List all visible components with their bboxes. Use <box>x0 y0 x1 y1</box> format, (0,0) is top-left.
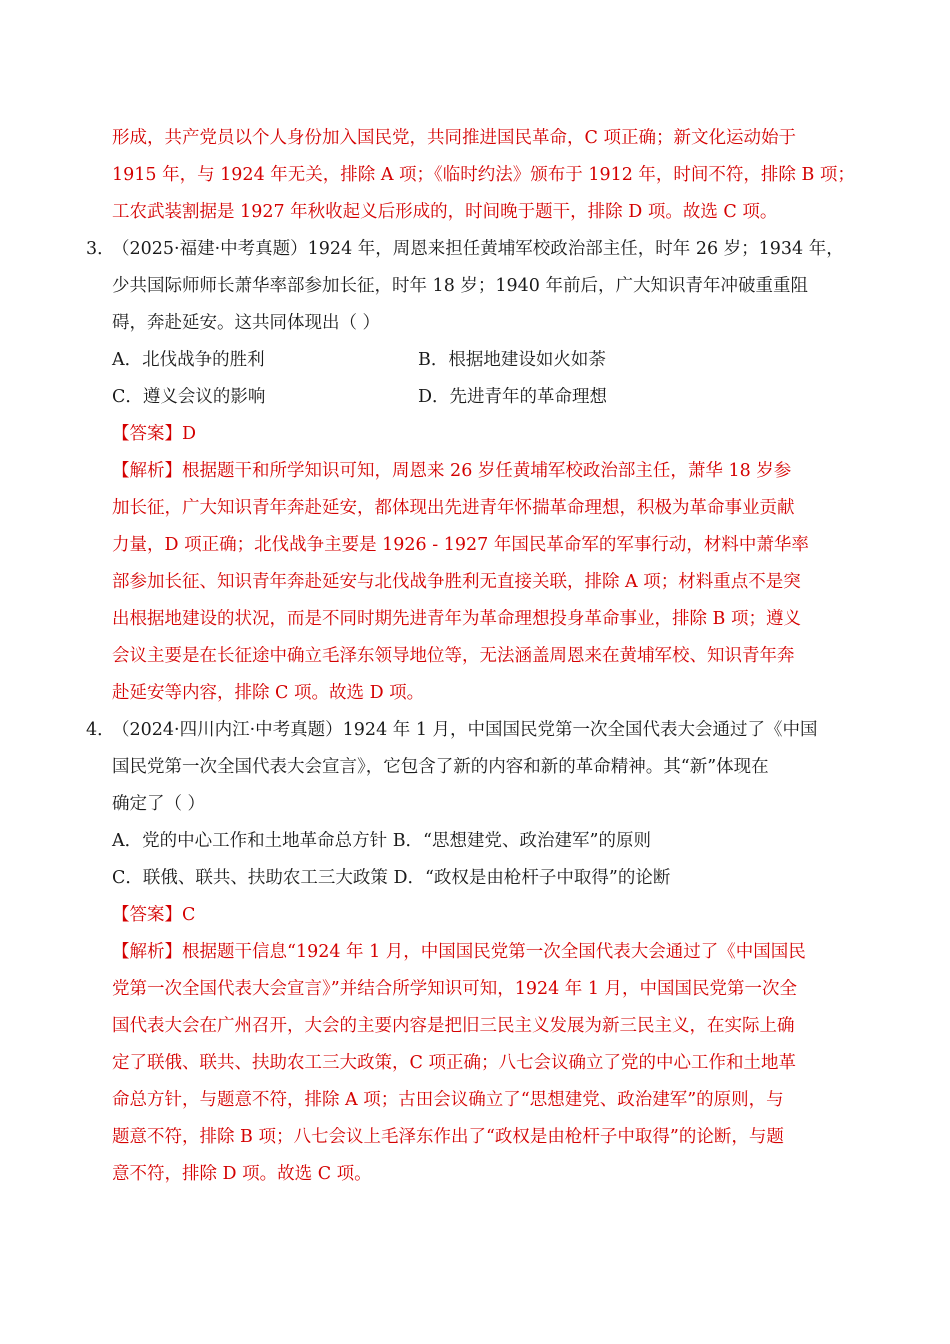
question-4-analysis-line-2: 党第一次全国代表大会宣言》”并结合所学知识可知，1924 年 1 月，中国国民党第一次全 <box>112 979 798 999</box>
question-4-analysis-line-7: 意不符，排除 D 项。故选 C 项。 <box>112 1164 372 1184</box>
question-3-number: 3． <box>86 239 115 259</box>
question-4-analysis-line-5: 命总方针，与题意不符，排除 A 项；古田会议确立了“思想建党、政治建军”的原则，与 <box>112 1090 784 1110</box>
question-3-analysis-line-4: 部参加长征、知识青年奔赴延安与北伐战争胜利无直接关联，排除 A 项；材料重点不是突 <box>112 572 801 592</box>
question-4-options-ab: A．党的中心工作和土地革命总方针 B．“思想建党、政治建军”的原则 <box>112 831 651 851</box>
question-4-number: 4． <box>86 720 115 740</box>
question-3-option-a: A．北伐战争的胜利 <box>112 350 265 370</box>
answer-value: D <box>182 424 197 444</box>
question-4-analysis-line-4: 定了联俄、联共、扶助农工三大政策，C 项正确；八七会议确立了党的中心工作和土地革 <box>112 1053 796 1073</box>
question-4-stem-line-2: 国民党第一次全国代表大会宣言》，它包含了新的内容和新的革命精神。其“新”体现在 <box>112 757 769 777</box>
analysis-label: 【解析】 <box>112 942 182 962</box>
question-3-analysis-line-1 <box>112 458 862 484</box>
question-4-answer <box>112 902 862 928</box>
answer-label: 【答案】 <box>112 424 182 444</box>
prev-explanation-line-1: 形成，共产党员以个人身份加入国民党，共同推进国民革命，C 项正确；新文化运动始于 <box>112 128 796 148</box>
question-3-analysis-line-7: 赴延安等内容，排除 C 项。故选 D 项。 <box>112 683 425 703</box>
question-4-analysis-line-6: 题意不符，排除 B 项；八七会议上毛泽东作出了“政权是由枪杆子中取得”的论断，与题 <box>112 1127 784 1147</box>
prev-explanation-line-2: 1915 年，与 1924 年无关，排除 A 项；《临时约法》颁布于 1912 年，时间不符，排除 B 项； <box>112 165 855 185</box>
analysis-label: 【解析】 <box>112 461 182 481</box>
question-4-analysis-line-1 <box>112 939 862 965</box>
question-3-analysis-line-6: 会议主要是在长征途中确立毛泽东领导地位等，无法涵盖周恩来在黄埔军校、知识青年奔 <box>112 646 795 666</box>
question-3-stem-line-1: （2025·福建·中考真题）1924 年，周恩来担任黄埔军校政治部主任，时年 26 岁；1934 年， <box>112 239 844 259</box>
question-3-analysis-line-3: 力量，D 项正确；北伐战争主要是 1926 - 1927 年国民革命军的军事行动，材料中萧华率 <box>112 535 809 555</box>
question-3-option-b: B．根据地建设如火如荼 <box>418 350 606 370</box>
analysis-text: 根据题干和所学知识可知，周恩来 26 岁任黄埔军校政治部主任，萧华 18 岁参 <box>182 461 792 481</box>
answer-label: 【答案】 <box>112 905 182 925</box>
analysis-text: 根据题干信息“1924 年 1 月，中国国民党第一次全国代表大会通过了《中国国民 <box>182 942 806 962</box>
prev-explanation-line-3: 工农武装割据是 1927 年秋收起义后形成的，时间晚于题干，排除 D 项。故选 C 项。 <box>112 202 778 222</box>
question-4-options-cd: C．联俄、联共、扶助农工三大政策 D．“政权是由枪杆子中取得”的论断 <box>112 868 671 888</box>
question-4-stem-line-3: 确定了（ ） <box>112 794 206 814</box>
question-3-stem-line-3: 碍，奔赴延安。这共同体现出（ ） <box>112 313 381 333</box>
answer-value: C <box>182 905 196 925</box>
question-4-stem-line-1: （2024·四川内江·中考真题）1924 年 1 月，中国国民党第一次全国代表大会通过了《中国 <box>112 720 818 740</box>
question-3-answer <box>112 421 862 447</box>
question-3-stem-line-2: 少共国际师师长萧华率部参加长征，时年 18 岁；1940 年前后，广大知识青年冲破重重阻 <box>112 276 808 296</box>
question-3-option-d: D．先进青年的革命理想 <box>418 387 608 407</box>
question-4-analysis-line-3: 国代表大会在广州召开，大会的主要内容是把旧三民主义发展为新三民主义，在实际上确 <box>112 1016 795 1036</box>
question-3-analysis-line-5: 出根据地建设的状况，而是不同时期先进青年为革命理想投身革命事业，排除 B 项；遵义 <box>112 609 801 629</box>
question-3-option-c: C．遵义会议的影响 <box>112 387 266 407</box>
question-3-analysis-line-2: 加长征，广大知识青年奔赴延安，都体现出先进青年怀揣革命理想，积极为革命事业贡献 <box>112 498 795 518</box>
